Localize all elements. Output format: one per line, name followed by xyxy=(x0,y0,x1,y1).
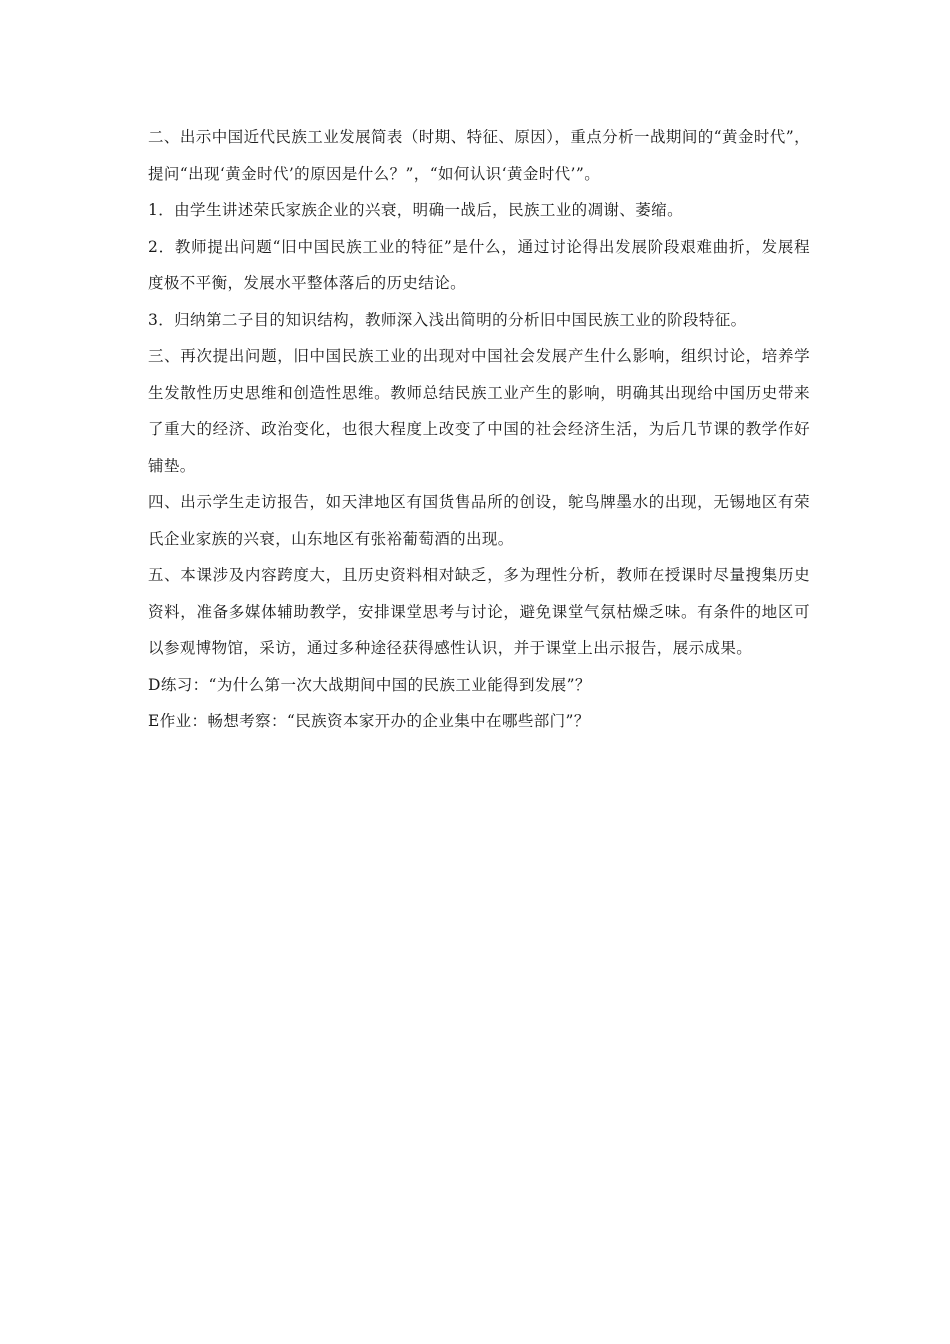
paragraph-item-1: 1．由学生讲述荣氏家族企业的兴衰，明确一战后，民族工业的凋谢、萎缩。 xyxy=(148,201,683,219)
paragraph-homework: E作业：畅想考察：“民族资本家开办的企业集中在哪些部门”？ xyxy=(148,712,590,730)
paragraph-item-3: 3．归纳第二子目的知识结构，教师深入浅出简明的分析旧中国民族工业的阶段特征。 xyxy=(148,310,747,329)
paragraph-section-five: 五、本课涉及内容跨度大，且历史资料相对缺乏，多为理性分析，教师在授课时尽量搜集历史资料，准备多媒体辅助教学，安排课堂思考与讨论，避免课堂气氛枯燥乏味。有条件的地区可以参观博物馆，采访，通过多种途径获得感性认识，并于课堂上出示报告，展示成果。 xyxy=(148,566,810,657)
document-body xyxy=(148,119,810,740)
paragraph-exercise: D练习：“为什么第一次大战期间中国的民族工业能得到发展”？ xyxy=(148,675,591,694)
paragraph-section-two: 二、出示中国近代民族工业发展简表（时期、特征、原因），重点分析一战期间的“黄金时代”，提问“出现‘黄金时代’的原因是什么？”，“如何认识‘黄金时代’”。 xyxy=(148,128,810,183)
paragraph-item-2: 2．教师提出问题“旧中国民族工业的特征”是什么，通过讨论得出发展阶段艰难曲折，发展程度极不平衡，发展水平整体落后的历史结论。 xyxy=(148,237,810,292)
paragraph-section-three: 三、再次提出问题，旧中国民族工业的出现对中国社会发展产生什么影响，组织讨论，培养学生发散性历史思维和创造性思维。教师总结民族工业产生的影响，明确其出现给中国历史带来了重大的经济、政治变化，也很大程度上改变了中国的社会经济生活，为后几节课的教学作好铺垫。 xyxy=(148,347,810,475)
paragraph-section-four: 四、出示学生走访报告，如天津地区有国货售品所的创设，鸵鸟牌墨水的出现，无锡地区有荣氏企业家族的兴衰，山东地区有张裕葡萄酒的出现。 xyxy=(148,493,810,548)
